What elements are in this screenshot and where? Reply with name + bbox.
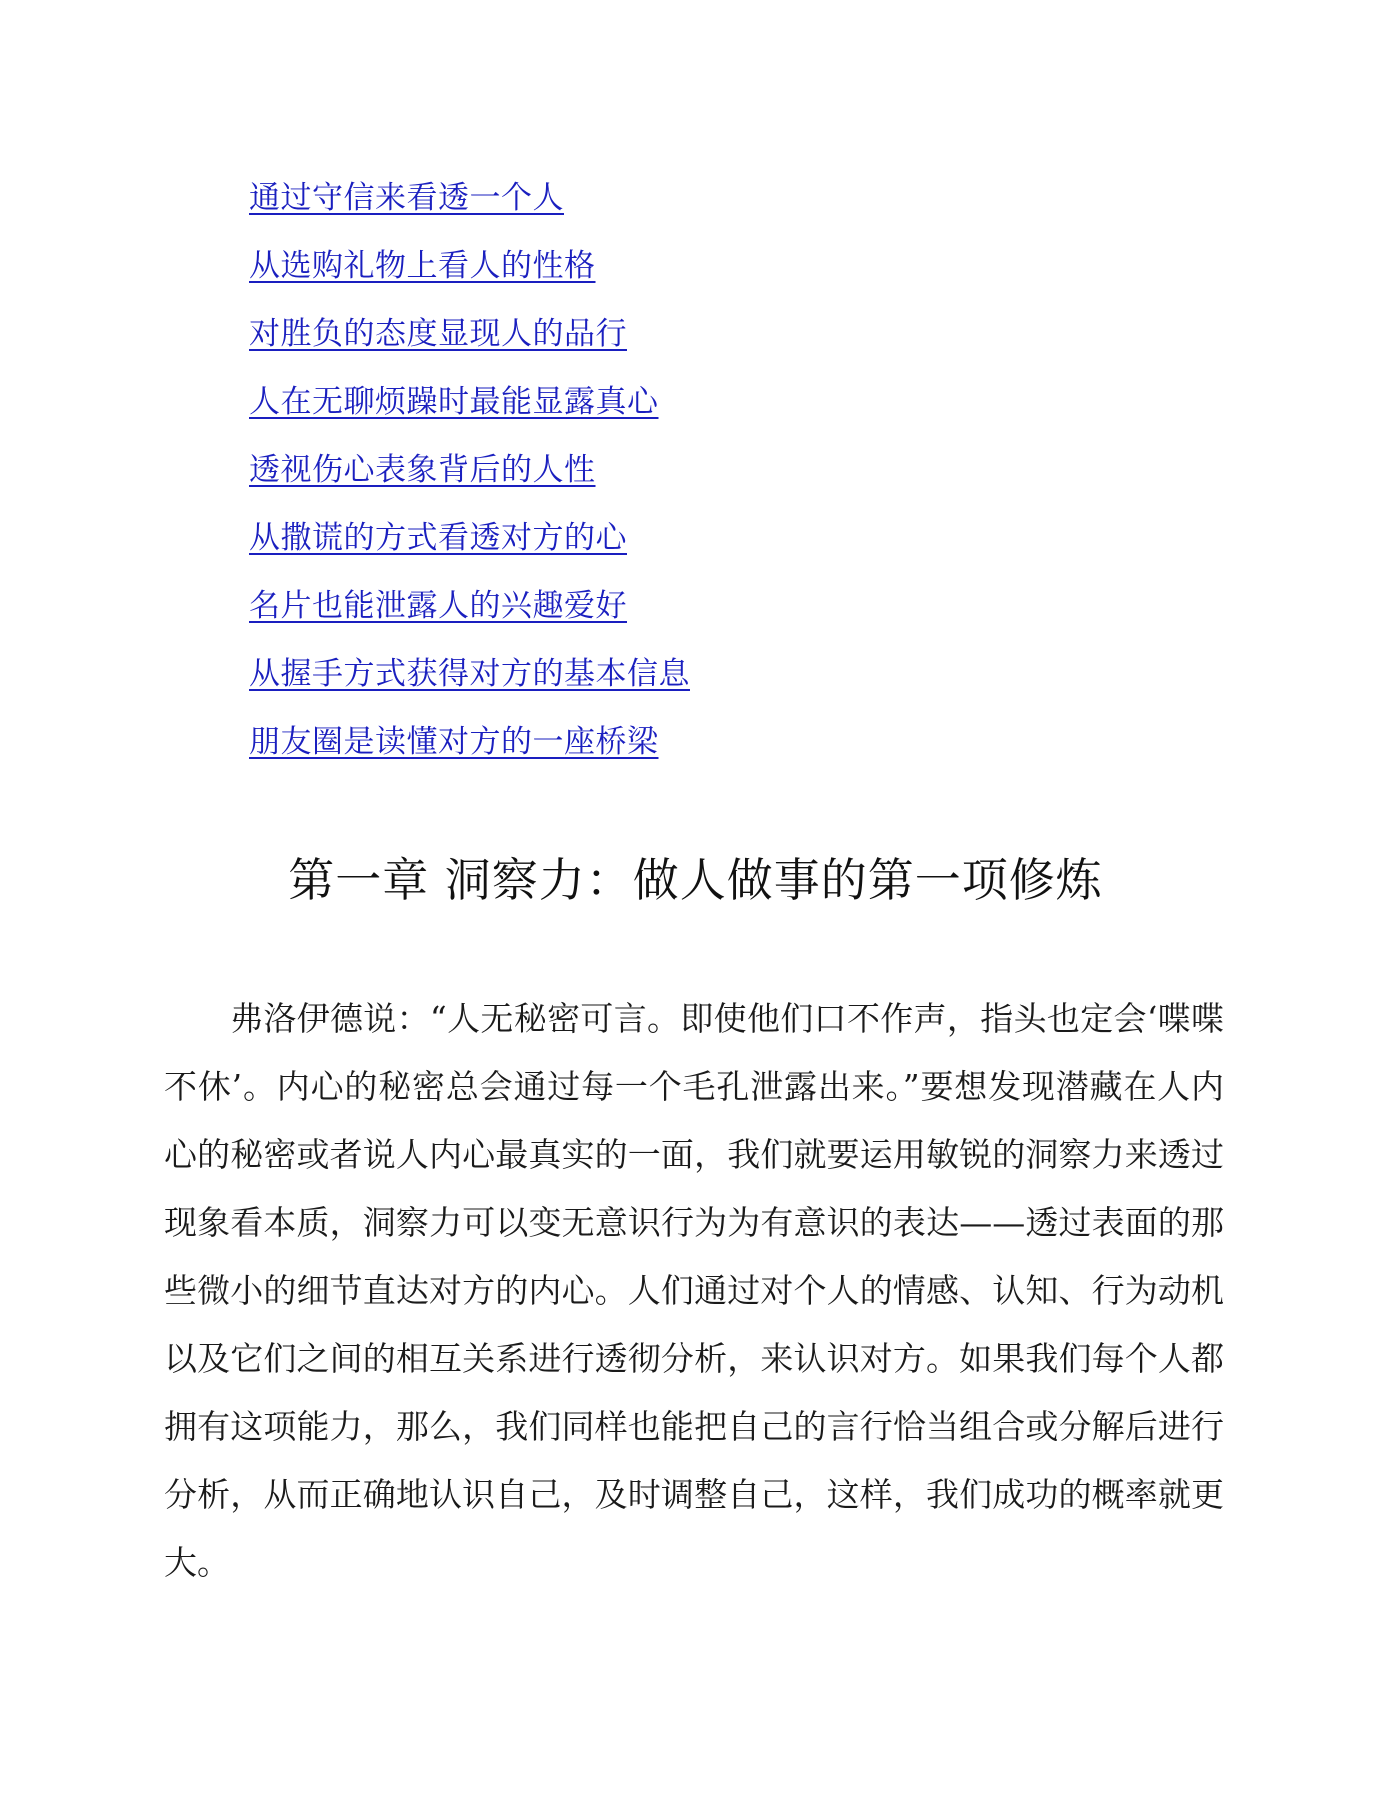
toc-item [249, 644, 1149, 712]
toc-item [249, 440, 1149, 508]
toc-link[interactable]: 名片也能泄露人的兴趣爱好 [249, 588, 627, 624]
toc-item [249, 712, 1149, 780]
toc-link[interactable]: 从握手方式获得对方的基本信息 [249, 656, 690, 692]
table-of-contents [249, 168, 1149, 780]
toc-item [249, 372, 1149, 440]
toc-link[interactable]: 人在无聊烦躁时最能显露真心 [249, 384, 659, 420]
toc-link[interactable]: 透视伤心表象背后的人性 [249, 452, 596, 488]
toc-link[interactable]: 从选购礼物上看人的性格 [249, 248, 596, 284]
chapter-title: 第一章 洞察力：做人做事的第一项修炼 [288, 853, 1103, 907]
toc-link[interactable]: 朋友圈是读懂对方的一座桥梁 [249, 724, 659, 760]
toc-item [249, 576, 1149, 644]
toc-item [249, 168, 1149, 236]
toc-link[interactable]: 对胜负的态度显现人的品行 [249, 316, 627, 352]
toc-item [249, 236, 1149, 304]
toc-item [249, 304, 1149, 372]
toc-item [249, 508, 1149, 576]
body-paragraph: 弗洛伊德说：“人无秘密可言。即使他们口不作声，指头也定会‘喋喋不休’。内心的秘密总会通过每一个毛孔泄露出来。”要想发现潜藏在人内心的秘密或者说人内心最真实的一面，我们就要运用敏锐的洞察力来透过现象看本质，洞察力可以变无意识行为为有意识的表达——透过表面的那些微小的细节直达对方的内心。人们通过对个人的情感、认知、行为动机以及它们之间的相互关系进行透彻分析，来认识对方。如果我们每个人都拥有这项能力，那么，我们同样也能把自己的言行恰当组合或分解后进行分析，从而正确地认识自己，及时调整自己，这样，我们成功的概率就更大。 [164, 999, 1224, 1582]
toc-link[interactable]: 通过守信来看透一个人 [249, 180, 564, 216]
toc-link[interactable]: 从撒谎的方式看透对方的心 [249, 520, 627, 556]
